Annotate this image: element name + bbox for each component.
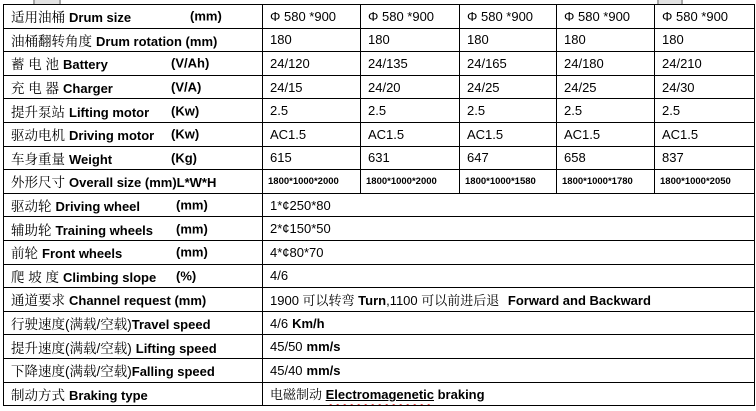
spec-value: 24/30 bbox=[655, 75, 755, 99]
braking-zh: 电磁制动 bbox=[270, 387, 326, 403]
label-zh: 行驶速度(满载/空载) bbox=[11, 317, 132, 333]
label-zh: 外形尺寸 bbox=[11, 175, 65, 191]
spec-value: Φ 580 *900 bbox=[655, 5, 755, 29]
spec-label bbox=[4, 52, 263, 76]
spec-value: 4/6 bbox=[263, 264, 755, 288]
spec-label bbox=[4, 28, 263, 52]
label-en: Drum rotation (mm) bbox=[96, 33, 218, 49]
label-en: Front wheels bbox=[42, 246, 123, 262]
label-unit: (Kg) bbox=[171, 150, 197, 166]
spec-value: 24/25 bbox=[460, 75, 557, 99]
spec-value bbox=[263, 358, 755, 382]
spec-row-driving-motor bbox=[4, 122, 755, 146]
spec-label bbox=[4, 217, 263, 241]
channel-fb-en: Forward and Backward bbox=[507, 292, 651, 308]
spellcheck-squiggle-word: Electromagenetic bbox=[325, 387, 434, 403]
spec-value: 24/165 bbox=[460, 52, 557, 76]
spec-value bbox=[263, 311, 755, 335]
spec-value bbox=[263, 382, 755, 406]
channel-fb-zh: ,1100 可以前进后退 bbox=[386, 292, 503, 308]
spec-row-lifting-speed bbox=[4, 335, 755, 359]
spec-value: 631 bbox=[361, 146, 460, 170]
spec-row-training-wheels bbox=[4, 217, 755, 241]
label-unit: (V/A) bbox=[171, 79, 202, 95]
label-unit: (Kw) bbox=[171, 126, 200, 142]
spec-value: 24/120 bbox=[263, 52, 361, 76]
label-zh: 驱动轮 bbox=[11, 199, 52, 215]
label-unit: (V/Ah) bbox=[171, 55, 210, 71]
spec-label bbox=[4, 382, 263, 406]
spec-label bbox=[4, 5, 263, 29]
label-zh: 制动方式 bbox=[11, 387, 65, 403]
spec-table bbox=[3, 4, 755, 406]
label-en: Weight bbox=[69, 151, 113, 167]
spec-row-falling-speed bbox=[4, 358, 755, 382]
spec-value: 24/210 bbox=[655, 52, 755, 76]
spec-value: 24/135 bbox=[361, 52, 460, 76]
label-zh: 驱动电机 bbox=[11, 128, 65, 144]
label-zh: 适用油桶 bbox=[11, 10, 65, 26]
spec-row-lifting-motor bbox=[4, 99, 755, 123]
spec-row-driving-wheel bbox=[4, 193, 755, 217]
spec-value: 2.5 bbox=[655, 99, 755, 123]
braking-en: braking bbox=[434, 387, 485, 403]
spec-value: 1800*1000*2000 bbox=[263, 170, 361, 194]
label-zh: 提升速度(满载/空载) bbox=[11, 340, 132, 356]
spec-value: 1800*1000*1780 bbox=[557, 170, 655, 194]
label-en: Travel speed bbox=[131, 317, 211, 333]
label-unit: (mm) bbox=[176, 244, 208, 260]
spec-row-battery bbox=[4, 52, 755, 76]
spec-label bbox=[4, 335, 263, 359]
label-en: Battery bbox=[63, 57, 108, 73]
spec-value: 2.5 bbox=[263, 99, 361, 123]
label-en: Overall size (mm)L*W*H bbox=[69, 175, 217, 191]
spec-value: 24/25 bbox=[557, 75, 655, 99]
value-number: 45/40 bbox=[270, 362, 303, 378]
misspelled-word-underline bbox=[326, 387, 434, 402]
spec-label bbox=[4, 146, 263, 170]
spec-label bbox=[4, 193, 263, 217]
spec-value: 1800*1000*2050 bbox=[655, 170, 755, 194]
label-zh: 蓄 电 池 bbox=[11, 57, 60, 73]
label-en: Braking type bbox=[69, 387, 148, 403]
label-zh: 辅助轮 bbox=[11, 222, 52, 238]
value-number: 4/6 bbox=[270, 315, 289, 331]
spec-label bbox=[4, 311, 263, 335]
label-zh: 爬 坡 度 bbox=[11, 269, 60, 285]
label-en: Training wheels bbox=[55, 222, 154, 238]
spec-row-drum-size bbox=[4, 5, 755, 29]
spec-value: 180 bbox=[557, 28, 655, 52]
label-zh: 充 电 器 bbox=[11, 81, 60, 97]
label-en: Lifting speed bbox=[135, 340, 217, 356]
spec-value: 24/20 bbox=[361, 75, 460, 99]
channel-turn-zh: 1900 可以转弯 bbox=[270, 292, 359, 308]
spec-value: 2.5 bbox=[557, 99, 655, 123]
label-en: Drum size bbox=[69, 10, 132, 26]
spec-value: 658 bbox=[557, 146, 655, 170]
spec-value: AC1.5 bbox=[460, 122, 557, 146]
spec-value: 2.5 bbox=[460, 99, 557, 123]
label-en: Falling speed bbox=[131, 364, 215, 380]
label-zh: 提升泵站 bbox=[11, 104, 65, 120]
spec-value: 1*¢250*80 bbox=[263, 193, 755, 217]
spec-value: 837 bbox=[655, 146, 755, 170]
spec-row-channel-request bbox=[4, 288, 755, 312]
spec-value: AC1.5 bbox=[655, 122, 755, 146]
spec-label bbox=[4, 358, 263, 382]
spec-label bbox=[4, 99, 263, 123]
spec-row-climbing-slope bbox=[4, 264, 755, 288]
spec-label bbox=[4, 288, 263, 312]
spec-value: 180 bbox=[655, 28, 755, 52]
channel-turn-en: Turn bbox=[358, 292, 387, 308]
spec-value bbox=[263, 288, 755, 312]
value-unit: mm/s bbox=[306, 339, 341, 355]
label-zh: 前轮 bbox=[11, 246, 38, 262]
spec-value: 4*¢80*70 bbox=[263, 240, 755, 264]
label-unit: (mm) bbox=[176, 197, 208, 213]
spec-value: AC1.5 bbox=[361, 122, 460, 146]
label-zh: 油桶翻转角度 bbox=[11, 33, 92, 49]
label-en: Driving motor bbox=[69, 128, 155, 144]
label-unit: (%) bbox=[176, 268, 197, 284]
spec-value: 1800*1000*2000 bbox=[361, 170, 460, 194]
label-en: Driving wheel bbox=[55, 199, 141, 215]
spec-row-front-wheels bbox=[4, 240, 755, 264]
spec-value: 180 bbox=[361, 28, 460, 52]
spec-value: Φ 580 *900 bbox=[460, 5, 557, 29]
value-unit: mm/s bbox=[306, 362, 341, 378]
spec-row-drum-rotation bbox=[4, 28, 755, 52]
spec-value: 1800*1000*1580 bbox=[460, 170, 557, 194]
spec-row-braking-type bbox=[4, 382, 755, 406]
spec-value: AC1.5 bbox=[263, 122, 361, 146]
spec-value bbox=[263, 335, 755, 359]
value-unit: Km/h bbox=[292, 315, 325, 331]
spec-value: 615 bbox=[263, 146, 361, 170]
label-en: Channel request (mm) bbox=[69, 293, 207, 309]
spec-value: Φ 580 *900 bbox=[361, 5, 460, 29]
label-en: Charger bbox=[63, 81, 113, 97]
spec-value: 24/180 bbox=[557, 52, 655, 76]
spec-value: 180 bbox=[263, 28, 361, 52]
spec-row-charger bbox=[4, 75, 755, 99]
label-en: Lifting motor bbox=[69, 104, 150, 120]
spec-value: 647 bbox=[460, 146, 557, 170]
spec-label bbox=[4, 264, 263, 288]
label-unit: (mm) bbox=[176, 221, 208, 237]
spec-row-travel-speed bbox=[4, 311, 755, 335]
label-en: Climbing slope bbox=[63, 269, 157, 285]
spec-row-weight bbox=[4, 146, 755, 170]
label-zh: 车身重量 bbox=[11, 151, 65, 167]
label-unit: (mm) bbox=[190, 8, 222, 24]
label-zh: 下降速度(满载/空载) bbox=[11, 364, 132, 380]
value-number: 45/50 bbox=[270, 339, 303, 355]
spec-value: AC1.5 bbox=[557, 122, 655, 146]
spec-label bbox=[4, 170, 263, 194]
label-zh: 通道要求 bbox=[11, 293, 65, 309]
spec-value: Φ 580 *900 bbox=[263, 5, 361, 29]
label-unit: (Kw) bbox=[171, 103, 200, 119]
spec-label bbox=[4, 75, 263, 99]
spec-value: 2.5 bbox=[361, 99, 460, 123]
spec-value: 180 bbox=[460, 28, 557, 52]
spec-value: Φ 580 *900 bbox=[557, 5, 655, 29]
spec-value: 24/15 bbox=[263, 75, 361, 99]
spec-label bbox=[4, 122, 263, 146]
spec-row-overall-size bbox=[4, 170, 755, 194]
spec-label bbox=[4, 240, 263, 264]
spec-value: 2*¢150*50 bbox=[263, 217, 755, 241]
